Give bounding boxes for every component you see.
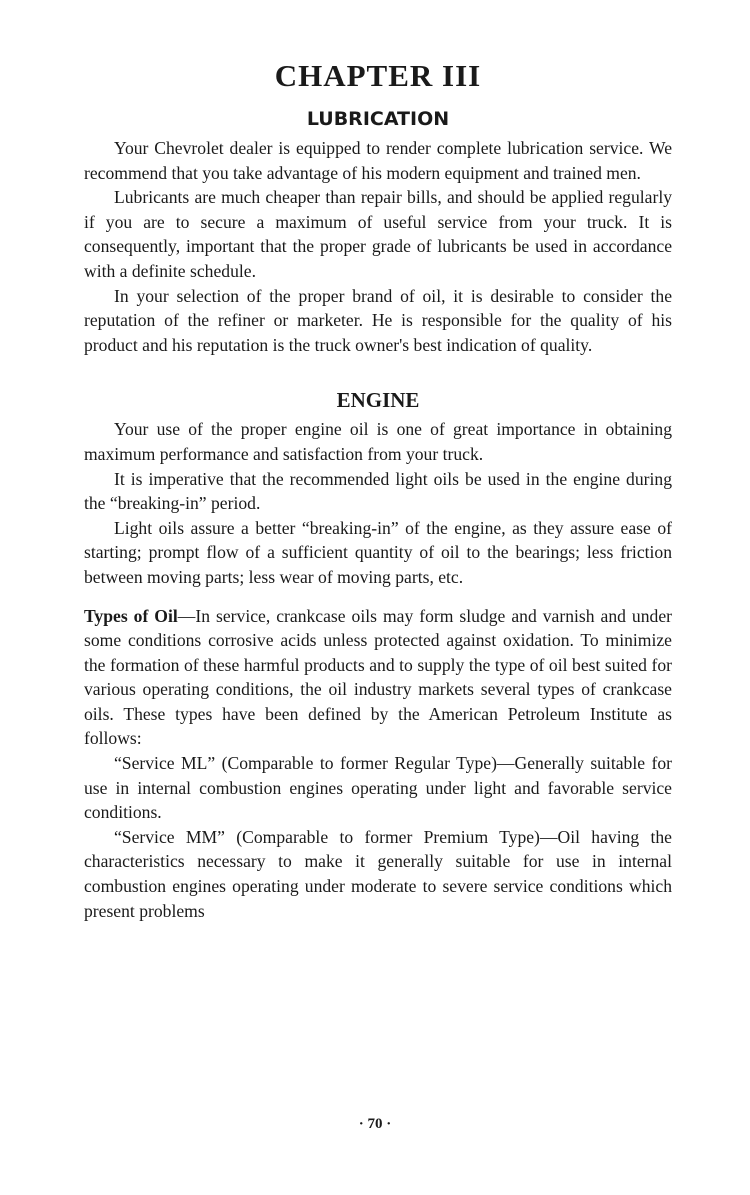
paragraph: Light oils assure a better “breaking-in” of the engine, as they assure ease of starting; prompt flow of a sufficient quantity of oil to the bearings; less friction between moving parts; less wear of moving parts, etc. (84, 517, 672, 587)
section-heading-lubrication: LUBRICATION (306, 108, 450, 130)
chapter-title: CHAPTER III (274, 58, 482, 93)
page-number: · 70 · (358, 1116, 392, 1132)
paragraph: Lubricants are much cheaper than repair bills, and should be applied regularly if you are to secure a maximum of useful service from your truck. It is consequently, important that the proper grade of lubricants be used in accordance with a definite schedule. (84, 187, 672, 281)
paragraph: Your use of the proper engine oil is one of great importance in obtaining maximum performance and satisfaction from your truck. (84, 419, 672, 464)
types-of-oil-paragraph (84, 604, 672, 752)
paragraph-text: —In service, crankcase oils may form sludge and varnish and under some conditions corrosive acids unless protected against oxidation. To minimize the formation of these harmful products and to supply the type of oil best suited for various operating conditions, the oil industry markets several types of crankcase oils. These types have been defined by the American Petroleum Institute as follows: (84, 605, 672, 749)
paragraph: “Service MM” (Comparable to former Premium Type)—Oil having the characteristics necessary to make it generally suitable for use in internal combustion engines operating under moderate to severe service conditions which present problems (84, 826, 672, 921)
paragraph: In your selection of the proper brand of oil, it is desirable to consider the reputation of the refiner or marketer. He is responsible for the quality of his product and his reputation is the truck owner's best indication of quality. (84, 285, 672, 355)
paragraph: “Service ML” (Comparable to former Regular Type)—Generally suitable for use in internal combustion engines operating under light and favorable service conditions. (84, 753, 672, 823)
section-heading-engine: ENGINE (336, 388, 420, 413)
paragraph: Your Chevrolet dealer is equipped to render complete lubrication service. We recommend that you take advantage of his modern equipment and trained men. (84, 138, 672, 183)
paragraph: It is imperative that the recommended light oils be used in the engine during the “breaking-in” period. (84, 468, 672, 514)
run-in-heading: Types of Oil (84, 605, 178, 626)
